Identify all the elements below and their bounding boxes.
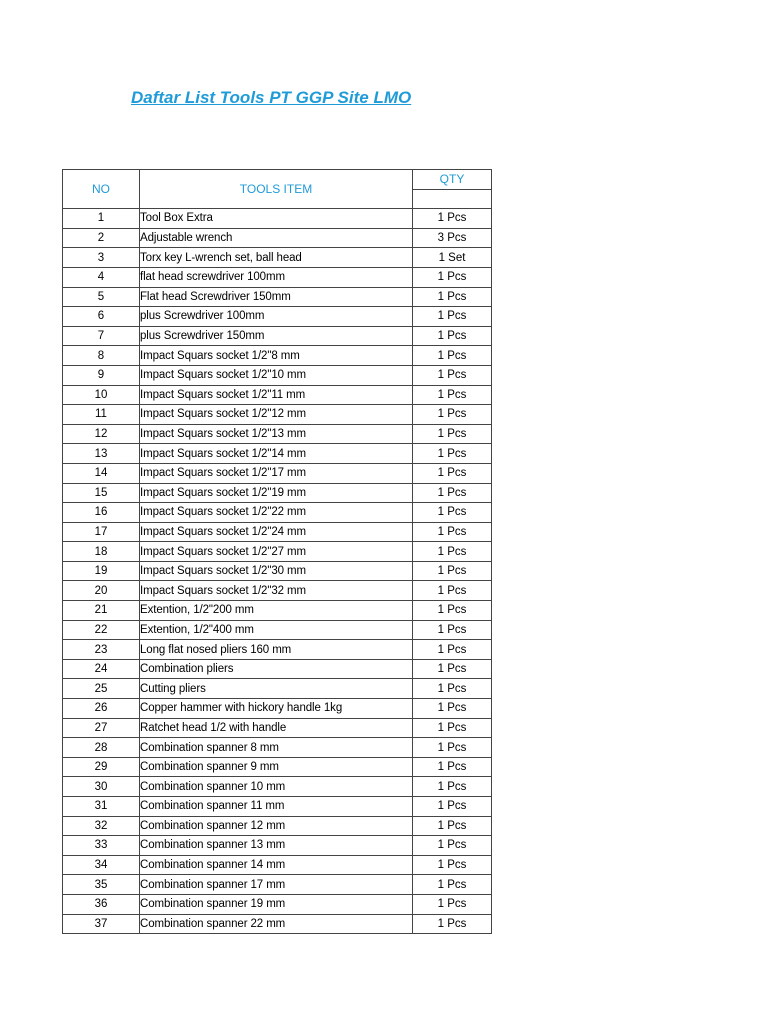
row-tool-item: Combination spanner 9 mm [140,757,413,777]
row-qty: 1 Pcs [413,424,492,444]
row-qty: 1 Pcs [413,542,492,562]
row-no: 5 [63,287,140,307]
row-no: 16 [63,503,140,523]
row-tool-item: Long flat nosed pliers 160 mm [140,640,413,660]
row-tool-item: Ratchet head 1/2 with handle [140,718,413,738]
table-header-row [63,170,492,190]
row-tool-item: plus Screwdriver 150mm [140,326,413,346]
row-tool-item: Combination spanner 11 mm [140,797,413,817]
row-qty: 1 Pcs [413,385,492,405]
table-row [63,914,492,934]
table-row [63,326,492,346]
row-no: 1 [63,209,140,229]
header-tools-item: TOOLS ITEM [140,170,413,209]
row-no: 6 [63,307,140,327]
table-row [63,463,492,483]
row-no: 15 [63,483,140,503]
row-tool-item: Impact Squars socket 1/2"27 mm [140,542,413,562]
row-qty: 1 Pcs [413,699,492,719]
row-no: 37 [63,914,140,934]
row-qty: 3 Pcs [413,228,492,248]
row-qty: 1 Pcs [413,797,492,817]
table-row [63,601,492,621]
row-tool-item: Combination spanner 8 mm [140,738,413,758]
row-tool-item: Torx key L-wrench set, ball head [140,248,413,268]
table-row [63,640,492,660]
row-tool-item: Impact Squars socket 1/2"8 mm [140,346,413,366]
table-row [63,718,492,738]
document-title: Daftar List Tools PT GGP Site LMO [131,88,412,107]
header-qty: QTY [413,170,492,190]
row-no: 14 [63,463,140,483]
table-row [63,738,492,758]
row-tool-item: Impact Squars socket 1/2"13 mm [140,424,413,444]
table-row [63,659,492,679]
table-row [63,267,492,287]
row-qty: 1 Pcs [413,640,492,660]
row-tool-item: Combination spanner 22 mm [140,914,413,934]
row-no: 34 [63,855,140,875]
row-tool-item: Tool Box Extra [140,209,413,229]
table-row [63,855,492,875]
row-tool-item: Impact Squars socket 1/2"11 mm [140,385,413,405]
row-qty: 1 Pcs [413,620,492,640]
row-tool-item: Impact Squars socket 1/2"30 mm [140,561,413,581]
row-no: 26 [63,699,140,719]
row-no: 21 [63,601,140,621]
row-qty: 1 Pcs [413,836,492,856]
table-row [63,522,492,542]
row-tool-item: Adjustable wrench [140,228,413,248]
row-qty: 1 Pcs [413,522,492,542]
row-tool-item: Cutting pliers [140,679,413,699]
row-qty: 1 Pcs [413,738,492,758]
row-no: 12 [63,424,140,444]
row-no: 29 [63,757,140,777]
row-tool-item: Combination pliers [140,659,413,679]
row-qty: 1 Pcs [413,561,492,581]
row-qty: 1 Pcs [413,875,492,895]
table-row [63,209,492,229]
row-qty: 1 Pcs [413,326,492,346]
header-qty-blank [413,189,492,209]
row-tool-item: Combination spanner 10 mm [140,777,413,797]
row-qty: 1 Pcs [413,894,492,914]
row-no: 13 [63,444,140,464]
table-row [63,561,492,581]
row-no: 2 [63,228,140,248]
row-tool-item: Impact Squars socket 1/2"14 mm [140,444,413,464]
table-row [63,228,492,248]
row-no: 25 [63,679,140,699]
row-tool-item: flat head screwdriver 100mm [140,267,413,287]
table-row [63,287,492,307]
table-row [63,346,492,366]
row-tool-item: Impact Squars socket 1/2"19 mm [140,483,413,503]
row-qty: 1 Pcs [413,718,492,738]
table-row [63,699,492,719]
table-row [63,248,492,268]
row-tool-item: Combination spanner 19 mm [140,894,413,914]
row-no: 32 [63,816,140,836]
table-row [63,894,492,914]
table-row [63,307,492,327]
row-tool-item: Impact Squars socket 1/2"17 mm [140,463,413,483]
row-no: 22 [63,620,140,640]
row-no: 20 [63,581,140,601]
row-qty: 1 Pcs [413,365,492,385]
row-no: 31 [63,797,140,817]
table-row [63,757,492,777]
row-qty: 1 Pcs [413,503,492,523]
table-body [63,209,492,934]
row-tool-item: plus Screwdriver 100mm [140,307,413,327]
row-qty: 1 Set [413,248,492,268]
row-tool-item: Impact Squars socket 1/2"10 mm [140,365,413,385]
row-tool-item: Combination spanner 14 mm [140,855,413,875]
row-qty: 1 Pcs [413,346,492,366]
row-qty: 1 Pcs [413,757,492,777]
table-row [63,385,492,405]
row-no: 7 [63,326,140,346]
row-qty: 1 Pcs [413,287,492,307]
row-no: 18 [63,542,140,562]
row-no: 11 [63,405,140,425]
table-row [63,365,492,385]
row-tool-item: Combination spanner 17 mm [140,875,413,895]
table-row [63,620,492,640]
row-qty: 1 Pcs [413,816,492,836]
row-qty: 1 Pcs [413,777,492,797]
row-no: 4 [63,267,140,287]
row-qty: 1 Pcs [413,855,492,875]
row-qty: 1 Pcs [413,483,492,503]
row-qty: 1 Pcs [413,914,492,934]
row-tool-item: Impact Squars socket 1/2"12 mm [140,405,413,425]
header-no: NO [63,170,140,209]
table-row [63,424,492,444]
table-row [63,836,492,856]
tools-table [62,169,492,934]
row-qty: 1 Pcs [413,405,492,425]
table-row [63,405,492,425]
table-row [63,797,492,817]
row-no: 19 [63,561,140,581]
row-no: 35 [63,875,140,895]
row-no: 3 [63,248,140,268]
table-row [63,503,492,523]
row-qty: 1 Pcs [413,659,492,679]
table-row [63,581,492,601]
row-no: 24 [63,659,140,679]
table-row [63,679,492,699]
row-tool-item: Extention, 1/2"200 mm [140,601,413,621]
table-row [63,875,492,895]
row-tool-item: Impact Squars socket 1/2"24 mm [140,522,413,542]
row-no: 23 [63,640,140,660]
row-tool-item: Combination spanner 13 mm [140,836,413,856]
row-tool-item: Copper hammer with hickory handle 1kg [140,699,413,719]
row-no: 17 [63,522,140,542]
table-row [63,542,492,562]
table-row [63,483,492,503]
row-no: 9 [63,365,140,385]
row-no: 8 [63,346,140,366]
row-qty: 1 Pcs [413,307,492,327]
row-qty: 1 Pcs [413,267,492,287]
row-tool-item: Impact Squars socket 1/2"22 mm [140,503,413,523]
row-qty: 1 Pcs [413,463,492,483]
row-qty: 1 Pcs [413,581,492,601]
row-qty: 1 Pcs [413,209,492,229]
row-qty: 1 Pcs [413,601,492,621]
row-no: 30 [63,777,140,797]
row-no: 28 [63,738,140,758]
row-tool-item: Flat head Screwdriver 150mm [140,287,413,307]
table-row [63,777,492,797]
row-tool-item: Extention, 1/2"400 mm [140,620,413,640]
row-no: 36 [63,894,140,914]
table-row [63,816,492,836]
row-qty: 1 Pcs [413,679,492,699]
row-qty: 1 Pcs [413,444,492,464]
row-no: 27 [63,718,140,738]
table-row [63,444,492,464]
row-no: 33 [63,836,140,856]
row-tool-item: Combination spanner 12 mm [140,816,413,836]
row-no: 10 [63,385,140,405]
row-tool-item: Impact Squars socket 1/2"32 mm [140,581,413,601]
